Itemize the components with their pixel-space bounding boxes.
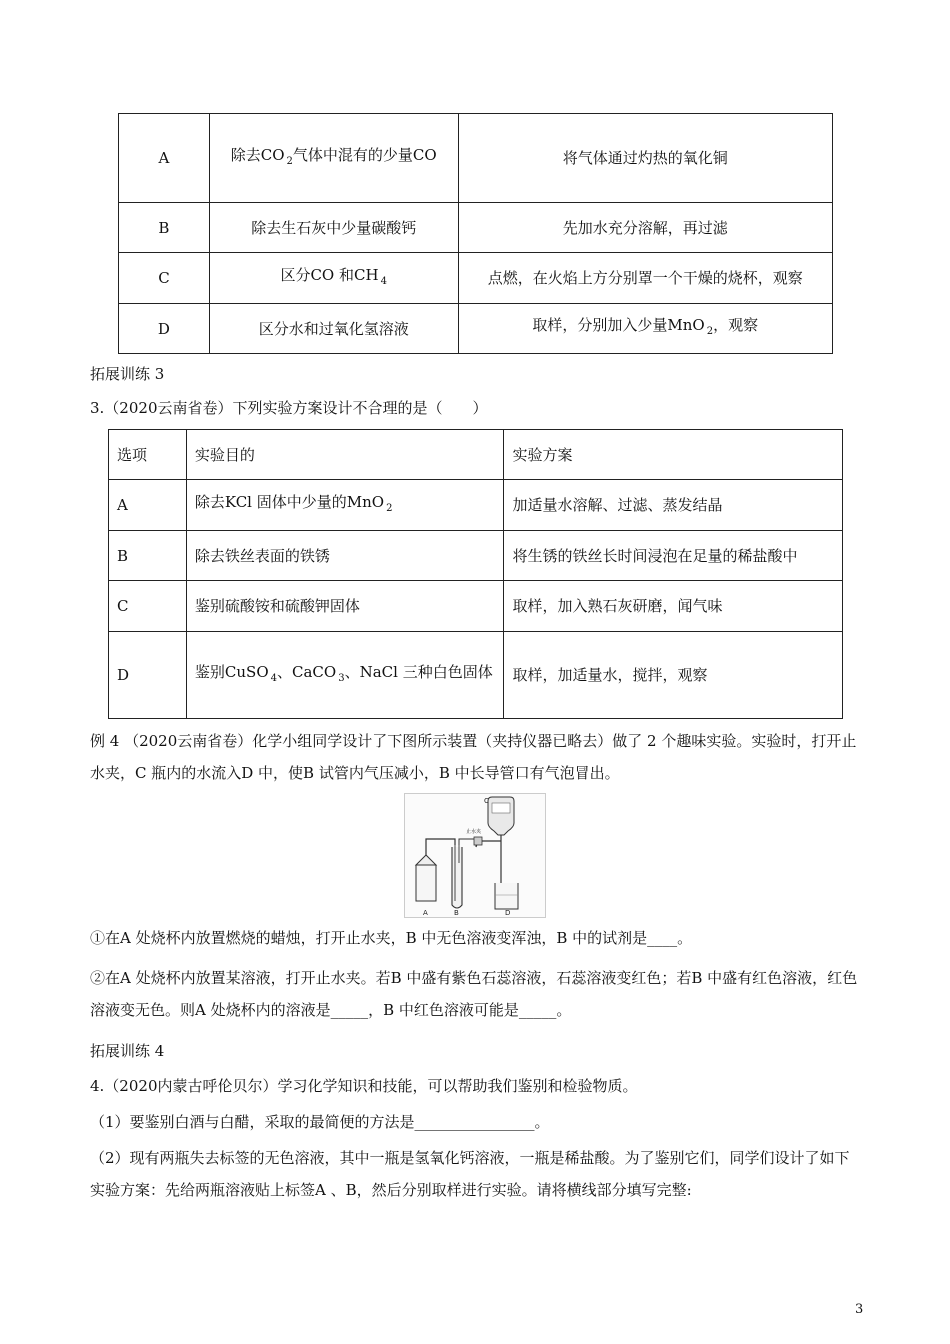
table-header-row xyxy=(109,430,843,480)
option-cell: D xyxy=(109,632,187,719)
table-row xyxy=(109,531,843,581)
apparatus-figure xyxy=(404,793,546,918)
subquestion-2: ②在A 处烧杯内放置某溶液，打开止水夹。若B 中盛有紫色石蕊溶液，石蕊溶液变红色；若B 中盛有红色溶液，红色溶液变无色。则A 处烧杯内的溶液是_____，B 中红色溶液可能是_____。 xyxy=(90,969,858,1019)
option-cell: D xyxy=(119,304,210,354)
purpose-cell: 区分CO 和CH $_4$ xyxy=(209,253,458,304)
question-stem: 3.（2020云南省卷）下列实验方案设计不合理的是（ ） xyxy=(90,399,488,417)
label-c: C xyxy=(484,797,489,805)
plan-cell: 加适量水溶解、过滤、蒸发结晶 xyxy=(504,480,843,531)
table-row xyxy=(119,253,833,304)
purpose-cell: 鉴别硫酸铵和硫酸钾固体 xyxy=(186,581,504,632)
option-cell: A xyxy=(109,480,187,531)
option-cell: C xyxy=(109,581,187,632)
option-cell: C xyxy=(119,253,210,304)
plan-cell: 点燃，在火焰上方分别罩一个干燥的烧杯，观察 xyxy=(458,253,832,304)
label-d: D xyxy=(505,909,511,917)
plan-cell: 将生锈的铁丝长时间浸泡在足量的稀盐酸中 xyxy=(504,531,843,581)
table-row xyxy=(119,114,833,203)
header-cell: 实验方案 xyxy=(504,430,843,480)
table-row xyxy=(119,203,833,253)
page-number: 3 xyxy=(855,1302,864,1317)
table-row xyxy=(119,304,833,354)
question-part-1: （1）要鉴别白酒与白醋，采取的最简便的方法是________________。 xyxy=(90,1113,550,1131)
example-paragraph: 例 4 （2020云南省卷）化学小组同学设计了下图所示装置（夹持仪器已略去）做了 2 个趣味实验。实验时，打开止水夹，C 瓶内的水流入D 中，使B 试管内气压减小，B 中长导管口有气泡冒出。 xyxy=(90,732,857,782)
option-cell: A xyxy=(119,114,210,203)
table-row xyxy=(109,632,843,719)
label-a: A xyxy=(423,909,428,917)
option-cell: B xyxy=(109,531,187,581)
purpose-cell: 除去生石灰中少量碳酸钙 xyxy=(209,203,458,253)
section-heading: 拓展训练 3 xyxy=(90,365,165,383)
label-b: B xyxy=(454,909,459,917)
question-part-2: （2）现有两瓶失去标签的无色溶液，其中一瓶是氢氧化钙溶液，一瓶是稀盐酸。为了鉴别它们，同学们设计了如下实验方案：先给两瓶溶液贴上标签A 、B，然后分别取样进行实验。请将横线部分填写完整: xyxy=(90,1149,850,1199)
purpose-cell: 鉴别CuSO $_4$、CaCO $_3$、NaCl 三种白色固体 xyxy=(186,632,504,719)
table-continued xyxy=(118,113,833,354)
options-table xyxy=(108,429,843,719)
purpose-cell: 除去铁丝表面的铁锈 xyxy=(186,531,504,581)
plan-cell: 将气体通过灼热的氧化铜 xyxy=(458,114,832,203)
section-heading: 拓展训练 4 xyxy=(90,1042,165,1060)
subquestion-1: ①在A 处烧杯内放置燃烧的蜡烛，打开止水夹，B 中无色溶液变浑浊，B 中的试剂是____。 xyxy=(90,929,693,947)
question-stem: 4.（2020内蒙古呼伦贝尔）学习化学知识和技能，可以帮助我们鉴别和检验物质。 xyxy=(90,1077,638,1095)
purpose-cell: 除去KCl 固体中少量的MnO $_2$ xyxy=(186,480,504,531)
plan-cell: 取样，分别加入少量MnO $_2$，观察 xyxy=(458,304,832,354)
apparatus-diagram xyxy=(404,793,546,918)
purpose-cell: 除去CO $_2$气体中混有的少量CO xyxy=(209,114,458,203)
purpose-cell: 区分水和过氧化氢溶液 xyxy=(209,304,458,354)
label-clamp: 止水夹 xyxy=(466,829,482,835)
plan-cell: 取样，加适量水，搅拌，观察 xyxy=(504,632,843,719)
table-row xyxy=(109,581,843,632)
header-cell: 实验目的 xyxy=(186,430,504,480)
plan-cell: 先加水充分溶解，再过滤 xyxy=(458,203,832,253)
header-cell: 选项 xyxy=(109,430,187,480)
option-cell: B xyxy=(119,203,210,253)
plan-cell: 取样，加入熟石灰研磨，闻气味 xyxy=(504,581,843,632)
table-row xyxy=(109,480,843,531)
